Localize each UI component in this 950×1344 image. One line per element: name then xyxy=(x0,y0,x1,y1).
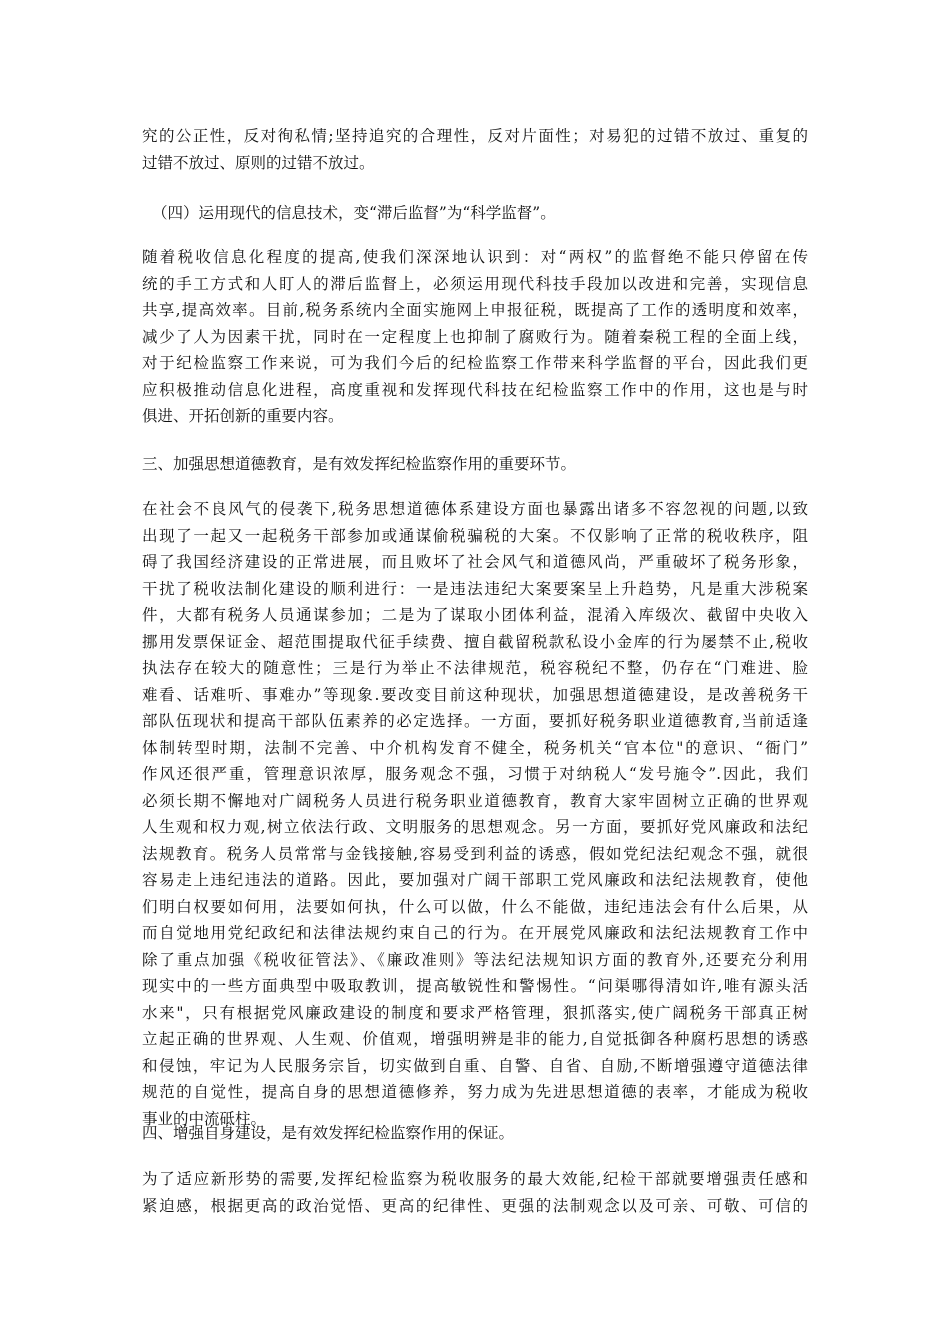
text-line: 体制转型时期，法制不完善、中介机构发育不健全，税务机关“官本位"的意识、“衙门” xyxy=(142,738,808,757)
paragraph-3 xyxy=(142,496,808,1132)
text-line: 执法存在较大的随意性；三是行为举止不法律规范，税容税纪不整，仍存在“门难进、脸 xyxy=(142,659,808,677)
paragraph-4 xyxy=(142,1166,808,1219)
text-line: 和侵蚀，牢记为人民服务宗旨，切实做到自重、自警、自省、自励,不断增强遵守道德法律 xyxy=(142,1056,808,1075)
text-line: 过错不放过、原则的过错不放过。 xyxy=(142,153,375,172)
text-line: 紧迫感，根据更高的政治觉悟、更高的纪律性、更强的法制观念以及可亲、可敬、可信的 xyxy=(142,1196,808,1215)
text-line: 难看、话难听、事难办”等现象.要改变目前这种现状，加强思想道德建设，是改善税务干 xyxy=(142,685,808,704)
text-line: 水来"，只有根据党风廉政建设的制度和要求严格管理，狠抓落实,使广阔税务干部真正树 xyxy=(142,1003,808,1022)
text-line: 必须长期不懈地对广阔税务人员进行税务职业道德教育，教育大家牢固树立正确的世界观 xyxy=(142,791,808,810)
text-line: 件，大都有税务人员通谋参加；二是为了谋取小团体利益，混淆入库级次、截留中央收入 xyxy=(142,606,808,624)
text-line: 究的公正性，反对徇私情;坚持追究的合理性，反对片面性；对易犯的过错不放过、重复的 xyxy=(142,127,808,145)
text-line: 立起正确的世界观、人生观、价值观，增强明辨是非的能力,自觉抵御各种腐朽思想的诱惑 xyxy=(142,1030,808,1048)
text-line: 碍了我国经济建设的正常进展，而且败坏了社会风气和道德风尚，严重破坏了税务形象， xyxy=(142,553,808,571)
text-line: 作风还很严重，管理意识浓厚，服务观念不强，习惯于对纳税人“发号施令”.因此，我们 xyxy=(142,765,808,783)
text-line: 出现了一起又一起税务干部参加或通谋偷税骗税的大案。不仅影响了正常的税收秩序，阻 xyxy=(142,526,808,545)
text-line: 共享,提高效率。目前,税务系统内全面实施网上申报征税，既提高了工作的透明度和效率， xyxy=(142,301,808,319)
heading-text: 四、增强自身建设，是有效发挥纪检监察作用的保证。 xyxy=(142,1124,515,1142)
text-line: 对于纪检监察工作来说，可为我们今后的纪检监察工作带来科学监督的平台，因此我们更 xyxy=(142,354,808,372)
text-line: 人生观和权力观,树立依法行政、文明服务的思想观念。另一方面，要抓好党风廉政和法纪 xyxy=(142,818,808,836)
text-line: 挪用发票保证金、超范围提取代征手续费、擅自截留税款私设小金库的行为屡禁不止,税收 xyxy=(142,632,808,651)
text-line: 部队伍现状和提高干部队伍素养的必定选择。一方面，要抓好税务职业道德教育,当前适逢 xyxy=(142,712,808,730)
heading-text: 三、加强思想道德教育，是有效发挥纪检监察作用的重要环节。 xyxy=(142,455,577,473)
text-line: 事业的中流砥柱。 xyxy=(142,1109,267,1128)
text-line: 在社会不良风气的侵袭下,税务思想道德体系建设方面也暴露出诸多不容忽视的问题,以致 xyxy=(142,500,808,518)
text-line: 除了重点加强《税收征管法》、《廉政准则》等法纪法规知识方面的教育外,还要充分利用 xyxy=(142,950,808,969)
text-line: 统的手工方式和人盯人的滞后监督上，必须运用现代科技手段加以改进和完善，实现信息 xyxy=(142,274,808,293)
text-line: 俱进、开拓创新的重要内容。 xyxy=(142,407,344,425)
text-line: 容易走上违纪违法的道路。因此，要加强对广阔干部职工党风廉政和法纪法规教育，使他 xyxy=(142,871,808,889)
text-line: 们明白权要如何用，法要如何执，什么可以做，什么不能做，违纪违法会有什么后果，从 xyxy=(142,897,808,916)
section-heading-3 xyxy=(142,451,808,478)
text-line: 现实中的一些方面典型中吸取教训，提高敏锐性和警惕性。“问渠哪得清如许,唯有源头活 xyxy=(142,977,808,995)
text-line: 法规教育。税务人员常常与金钱接触,容易受到利益的诱惑，假如党纪法纪观念不强，就很 xyxy=(142,844,808,863)
section-heading-4 xyxy=(142,200,808,227)
section-heading-4-self-building xyxy=(142,1120,808,1147)
text-line: 规范的自觉性，提高自身的思想道德修养，努力成为先进思想道德的表率，才能成为税收 xyxy=(142,1083,808,1101)
heading-text: （四）运用现代的信息技术，变“滞后监督”为“科学监督”。 xyxy=(152,204,556,222)
text-line: 应积极推动信息化进程，高度重视和发挥现代科技在纪检监察工作中的作用，这也是与时 xyxy=(142,380,808,399)
text-line: 为了适应新形势的需要,发挥纪检监察为税收服务的最大效能,纪检干部就要增强责任感和 xyxy=(142,1170,808,1188)
text-line: 减少了人为因素干扰，同时在一定程度上也抑制了腐败行为。随着秦税工程的全面上线， xyxy=(142,327,808,346)
text-line: 干扰了税收法制化建设的顺利进行：一是违法违纪大案要案呈上升趋势，凡是重大涉税案 xyxy=(142,579,808,598)
paragraph-2 xyxy=(142,244,808,430)
text-line: 而自觉地用党纪政纪和法律法规约束自己的行为。在开展党风廉政和法纪法规教育工作中 xyxy=(142,924,808,942)
paragraph-1 xyxy=(142,123,808,176)
text-line: 随着税收信息化程度的提高,使我们深深地认识到：对“两权”的监督绝不能只停留在传 xyxy=(142,248,808,266)
